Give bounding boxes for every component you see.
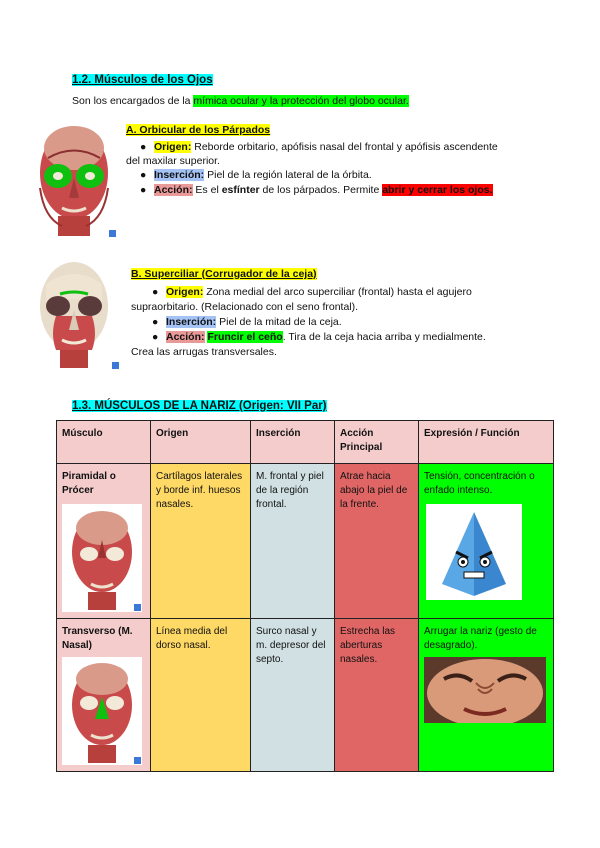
cell-musculo: Transverso (M. Nasal) xyxy=(57,619,151,772)
section-12-intro: Son los encargados de la mímica ocular y la protección del globo ocular. xyxy=(72,95,409,107)
bullet-icon: ● xyxy=(152,316,159,328)
table-row xyxy=(57,464,554,619)
bullet-icon: ● xyxy=(140,141,147,153)
superciliar-insercion: ● Inserción: Piel de la mitad de la ceja. xyxy=(152,316,342,328)
orbicular-insercion: ● Inserción: Piel de la región lateral de la órbita. xyxy=(140,169,372,181)
cell-musculo: Piramidal o Prócer xyxy=(57,464,151,619)
image-badge-icon xyxy=(109,230,116,237)
section-13-title: 1.3. MÚSCULOS DE LA NARIZ (Origen: VII Par) xyxy=(72,400,327,412)
angry-pyramid-illustration xyxy=(426,504,522,600)
cell-insercion: M. frontal y piel de la región frontal. xyxy=(251,464,335,619)
image-badge-icon xyxy=(134,604,141,611)
image-badge-icon xyxy=(134,757,141,764)
piramidal-face-illustration xyxy=(62,504,142,612)
cell-accion: Atrae hacia abajo la piel de la frente. xyxy=(335,464,419,619)
orbicular-face-illustration xyxy=(28,118,120,240)
header-origen: Origen xyxy=(151,421,251,464)
superciliar-extra: Crea las arrugas transversales. xyxy=(131,346,277,358)
bullet-icon: ● xyxy=(140,169,147,181)
cell-accion: Estrecha las aberturas nasales. xyxy=(335,619,419,772)
cell-expresion: Arrugar la nariz (gesto de desagrado). xyxy=(419,619,554,772)
superciliar-origen: ● Origen: Zona medial del arco superciliar (frontal) hasta el agujero xyxy=(152,286,472,298)
image-badge-icon xyxy=(112,362,119,369)
header-accion: Acción Principal xyxy=(335,421,419,464)
orbicular-origen-cont: del maxilar superior. xyxy=(126,155,220,167)
table-header-row xyxy=(57,421,554,464)
bullet-icon: ● xyxy=(140,184,147,196)
table-row xyxy=(57,619,554,772)
header-insercion: Inserción xyxy=(251,421,335,464)
cell-expresion: Tensión, concentración o enfado intenso. xyxy=(419,464,554,619)
bullet-icon: ● xyxy=(152,286,159,298)
bullet-icon: ● xyxy=(152,331,159,343)
orbicular-accion: ● Acción: Es el esfínter de los párpados. Permite abrir y cerrar los ojos. xyxy=(140,184,493,196)
transverso-face-illustration xyxy=(62,657,142,765)
section-12-title: 1.2. Músculos de los Ojos xyxy=(72,74,213,86)
superciliar-origen-cont: supraorbitario. (Relacionado con el seno frontal). xyxy=(131,301,359,313)
superciliar-face-illustration xyxy=(26,254,122,370)
superciliar-accion: ● Acción: Fruncir el ceño. Tira de la ceja hacia arriba y medialmente. xyxy=(152,331,486,343)
header-expresion: Expresión / Función xyxy=(419,421,554,464)
cell-insercion: Surco nasal y m. depresor del septo. xyxy=(251,619,335,772)
nose-muscles-table xyxy=(56,420,554,772)
orbicular-title: A. Orbicular de los Párpados xyxy=(126,124,271,136)
wrinkled-nose-photo xyxy=(424,657,546,723)
cell-origen: Línea media del dorso nasal. xyxy=(151,619,251,772)
superciliar-title: B. Superciliar (Corrugador de la ceja) xyxy=(131,268,317,280)
cell-origen: Cartílagos laterales y borde inf. huesos nasales. xyxy=(151,464,251,619)
header-musculo: Músculo xyxy=(57,421,151,464)
orbicular-origen: ● Origen: Reborde orbitario, apófisis nasal del frontal y apófisis ascendente xyxy=(140,141,498,153)
